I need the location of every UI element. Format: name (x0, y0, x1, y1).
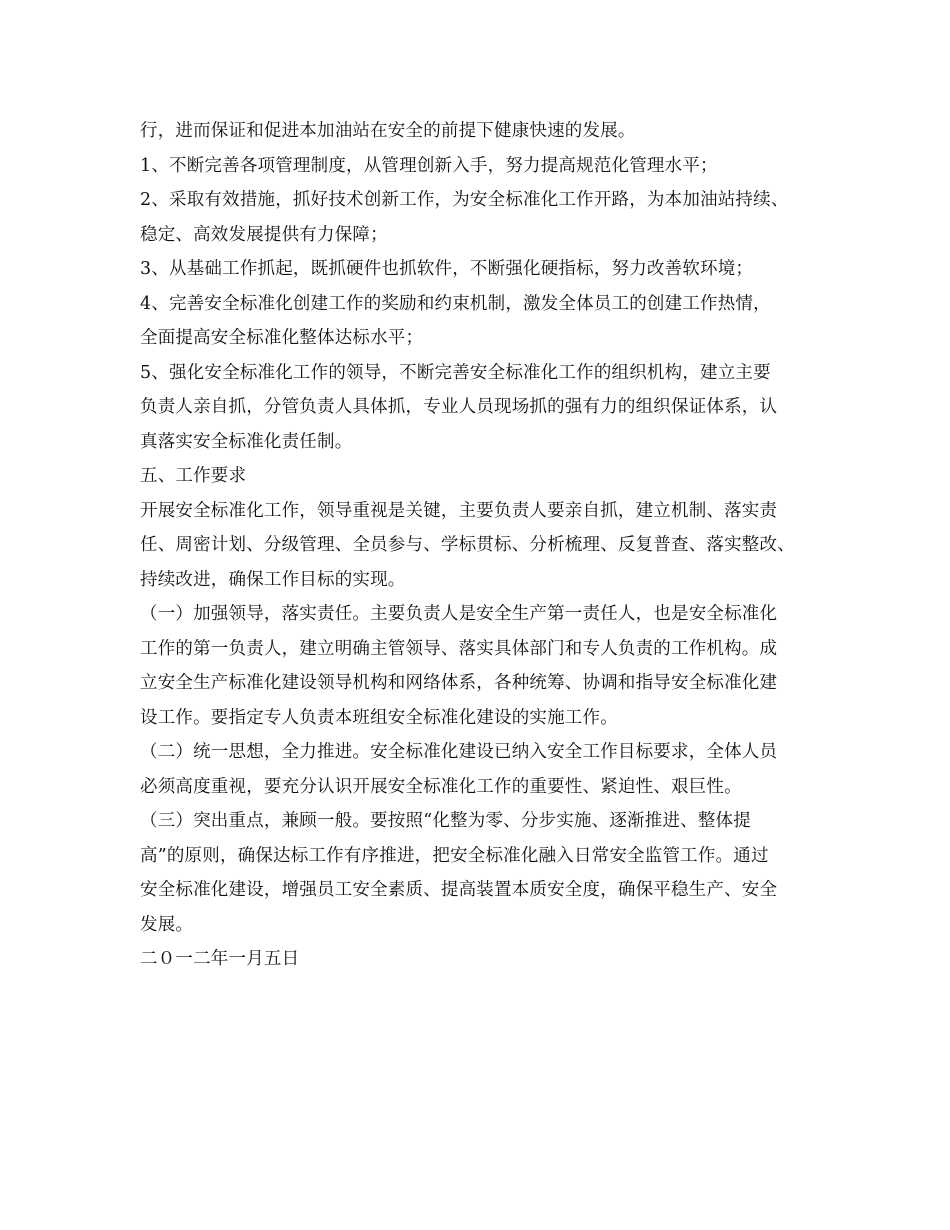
text-line: 立安全生产标准化建设领导机构和网络体系，各种统筹、协调和指导安全标准化建 (140, 673, 778, 693)
text-line: 开展安全标准化工作，领导重视是关键，主要负责人要亲自抓，建立机制、落实责 (140, 500, 778, 521)
text-line: 任、周密计划、分级管理、全员参与、学标贯标、分析梳理、反复普查、落实整改、 (140, 535, 795, 555)
list-item: 3、从基础工作抓起，既抓硬件也抓软件，不断强化硬指标，努力改善软环境； (140, 259, 754, 279)
text-line: 高”的原则，确保达标工作有序推进，把安全标准化融入日常安全监管工作。通过 (140, 845, 769, 866)
list-item: 4、完善安全标准化创建工作的奖励和约束机制，激发全体员工的创建工作热情， (140, 293, 771, 314)
list-item: 1、不断完善各项管理制度，从管理创新入手，努力提高规范化管理水平； (140, 155, 718, 176)
text-line: 持续改进，确保工作目标的实现。 (140, 569, 406, 590)
sub-item: （三）突出重点，兼顾一般。要按照“化整为零、分步实施、逐渐推进、整体提 (140, 811, 751, 831)
text-line: 真落实安全标准化责任制。 (140, 431, 353, 452)
sub-item: （一）加强领导，落实责任。主要负责人是安全生产第一责任人，也是安全标准化 (140, 604, 778, 624)
list-item: 2、采取有效措施，抓好技术创新工作，为安全标准化工作开路，为本加油站持续、 (140, 190, 789, 210)
text-line: 行，进而保证和促进本加油站在安全的前提下健康快速的发展。 (140, 121, 636, 141)
text-line: 安全标准化建设，增强员工安全素质、提高装置本质安全度，确保平稳生产、安全 (140, 880, 778, 900)
section-heading: 五、工作要求 (140, 466, 247, 486)
sub-item: （二）统一思想，全力推进。安全标准化建设已纳入安全工作目标要求，全体人员 (140, 742, 778, 762)
text-line: 稳定、高效发展提供有力保障； (140, 224, 388, 245)
text-line: 必须高度重视，要充分认识开展安全标准化工作的重要性、紧迫性、艰巨性。 (140, 776, 742, 797)
text-line: 工作的第一负责人，建立明确主管领导、落实具体部门和专人负责的工作机构。成 (140, 638, 778, 659)
text-line: 负责人亲自抓，分管负责人具体抓，专业人员现场抓的强有力的组织保证体系，认 (140, 397, 778, 417)
text-line: 全面提高安全标准化整体达标水平； (140, 328, 424, 348)
text-line: 设工作。要指定专人负责本班组安全标准化建设的实施工作。 (140, 707, 618, 728)
document-body (140, 114, 840, 977)
list-item: 5、强化安全标准化工作的领导，不断完善安全标准化工作的组织机构，建立主要 (140, 362, 771, 383)
document-date: 二０一二年一月五日 (140, 949, 300, 969)
text-line: 发展。 (140, 914, 194, 935)
